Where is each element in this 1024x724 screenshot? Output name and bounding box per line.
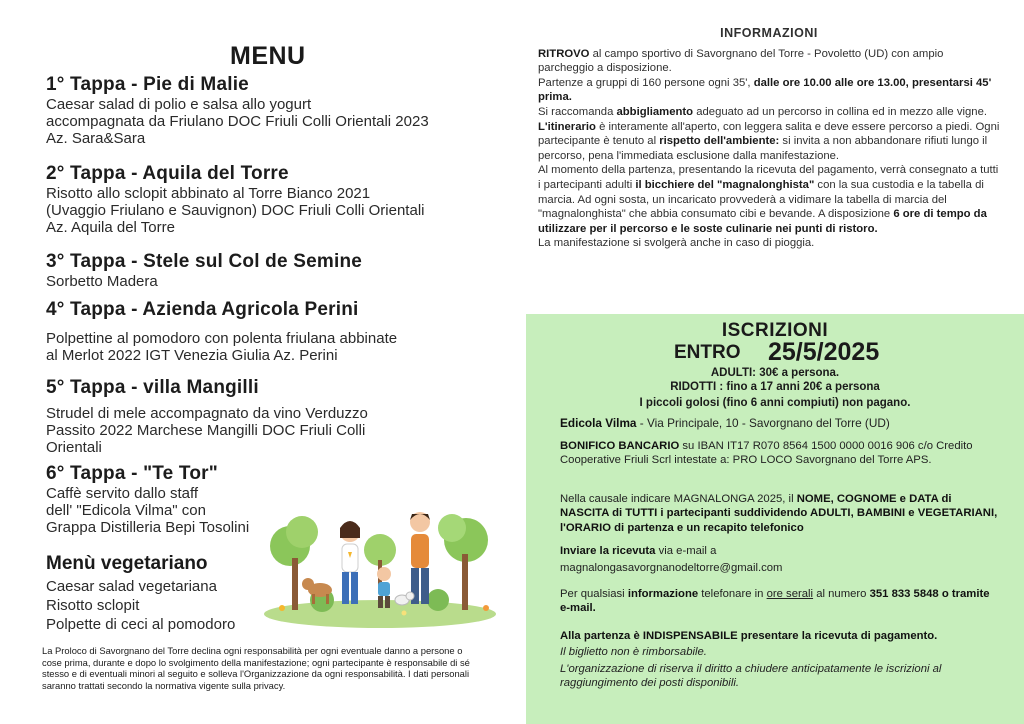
edicola-label: Edicola Vilma: [560, 416, 637, 430]
partenza-note: [560, 629, 1000, 643]
stage-line: al Merlot 2022 IGT Venezia Giulia Az. Perini: [46, 347, 338, 364]
stage-2: [46, 163, 424, 236]
vegetarian-item: Caesar salad vegetariana: [46, 578, 217, 595]
stage-title: 4° Tappa - Azienda Agricola Perini: [46, 299, 359, 320]
info-pioggia: La manifestazione si svolgerà anche in caso di pioggia.: [538, 237, 815, 250]
text: con la sua custodia e la tabella di marcia. Ad ogni sosta, un incaricato provvederà a vidimare la tabella di marcia del "magnalonghista" che abbia consumato cibi e bevande. A disposizione: [538, 178, 984, 221]
stage-title: 5° Tappa - villa Mangilli: [46, 377, 259, 398]
iscrizioni-section: [526, 314, 1024, 724]
entro-label: ENTRO: [674, 342, 741, 363]
text: L'itinerario: [538, 120, 596, 133]
text: il bicchiere del "magnalonghista": [635, 178, 815, 191]
edicola: [560, 416, 1000, 430]
stage-line: Az. Aquila del Torre: [46, 219, 175, 236]
text: ore serali: [766, 588, 814, 600]
iscrizioni-title: ISCRIZIONI: [721, 320, 829, 341]
stage-line: Strudel di mele accompagnato da vino Verduzzo: [46, 405, 368, 422]
menu-title: MENU: [230, 42, 306, 70]
text: 6 ore di tempo da utilizzare per il percorso e le soste culinarie nei punti di ristoro.: [538, 208, 987, 235]
info-partenze: [538, 76, 1000, 105]
bonifico: [560, 439, 1000, 468]
partenze-text: Partenze a gruppi di 160 persone ogni 35',: [538, 76, 754, 89]
text: abbigliamento: [616, 105, 694, 118]
ritrovo-text: al campo sportivo di Savorgnano del Torre - Povoletto (UD) con ampio parcheggio a disposizione.: [538, 47, 944, 75]
ricevuta-text: via e-mail a: [655, 545, 717, 557]
info-section: [538, 26, 1000, 251]
text: NOME, COGNOME e DATA di NASCITA di TUTTI i partecipanti suddividendo ADULTI, BAMBINI e VEGETARIANI, l'ORARIO di partenza e un recapito telefonico: [560, 493, 998, 534]
stage-line: (Uvaggio Friulano e Sauvignon) DOC Friuli Colli Orientali: [46, 202, 425, 219]
stage-line: Orientali: [46, 439, 102, 456]
stage-line: accompagnata da Friulano DOC Friuli Colli Orientali 2023: [46, 113, 429, 130]
vegetarian-list: [46, 577, 235, 634]
ricevuta-label: Inviare la ricevuta: [560, 545, 656, 557]
price-ridotti: RIDOTTI : fino a 17 anni 20€ a persona: [670, 381, 880, 393]
text: adeguato ad un percorso in collina ed in mezzo alle vigne.: [693, 105, 987, 118]
ricevuta: [560, 544, 1000, 558]
causale: [560, 492, 1000, 535]
stage-5: [46, 377, 368, 456]
stage-4: [46, 299, 397, 364]
info-partenza: [538, 163, 1000, 236]
text: telefonare in: [698, 588, 767, 600]
riserva-note: L'organizzazione di riserva il diritto a chiudere anticipatamente le iscrizioni al raggiungimento dei posti disponibili.: [560, 663, 942, 690]
stage-1: [46, 74, 429, 147]
vegetarian-item: Polpette di ceci al pomodoro: [46, 616, 236, 633]
family-walking-illustration: [262, 468, 498, 628]
text: Si raccomanda: [538, 105, 617, 118]
biglietto-note: Il biglietto non è rimborsabile.: [560, 646, 707, 658]
stage-title: 1° Tappa - Pie di Malie: [46, 74, 249, 95]
contact-info: [560, 587, 1000, 616]
text: è interamente all'aperto, con leggera salita e deve essere percorso a piedi. Ogni partecipante è tenuto al: [538, 120, 1000, 148]
text: Al momento della partenza, presentando la ricevuta del pagamento, verrà consegnato a tutti i partecipanti adulti: [538, 164, 999, 191]
edicola-text: - Via Principale, 10 - Savorgnano del Torre (UD): [636, 416, 890, 430]
vegetarian-item: Risotto sclopit: [46, 597, 140, 614]
info-ritrovo: [538, 47, 1000, 76]
text: INDISPENSABILE presentare la ricevuta di pagamento.: [642, 630, 938, 642]
text: Per qualsiasi: [560, 588, 628, 600]
stage-3: [46, 251, 362, 290]
disclaimer: La Proloco di Savorgnano del Torre declina ogni responsabilità per ogni eventuale danno a persone o cose prima, durante e dopo lo svolgimento della manifestazione; ogni partecipante è responsabile di sé stesso e di eventuali minori al seguito e solleva l'Organizzazione da ogni responsabilità. I dati personali saranno trattati secondo la normativa vigente sulla privacy.: [42, 645, 470, 691]
stage-line: Risotto allo sclopit abbinato al Torre Bianco 2021: [46, 185, 371, 202]
text: al numero: [813, 588, 870, 600]
partenze-time: dalle ore 10.00 alle ore 13.00, presentarsi 45' prima.: [538, 76, 992, 104]
deadline-date: 25/5/2025: [768, 338, 880, 366]
text: si invita a non abbandonare rifiuti lungo il percorso, pena l'immediata esclusione dalla manifestazione.: [538, 135, 988, 162]
bonifico-text: su IBAN IT17 R070 8564 1500 0000 0016 906 c/o Credito Cooperative Friuli Scrl intestate a: PRO LOCO Savorgnano del Torre APS.: [560, 440, 973, 467]
stage-line: Sorbetto Madera: [46, 273, 158, 290]
stage-line: Caffè servito dallo staff: [46, 485, 199, 502]
email-link[interactable]: magnalongasavorgnanodeltorre@gmail.com: [560, 562, 783, 574]
ritrovo-label: RITROVO: [538, 47, 590, 60]
stage-line: dell' "Edicola Vilma" con: [46, 502, 206, 519]
stage-line: Polpettine al pomodoro con polenta friulana abbinate: [46, 330, 398, 347]
text: rispetto dell'ambiente:: [659, 135, 780, 148]
stage-title: 2° Tappa - Aquila del Torre: [46, 163, 289, 184]
bonifico-label: BONIFICO BANCARIO: [560, 440, 680, 452]
price-golosi: I piccoli golosi (fino 6 anni compiuti) non pagano.: [639, 397, 911, 409]
stage-line: Az. Sara&Sara: [46, 130, 146, 147]
stage-line: Grappa Distilleria Bepi Tosolini: [46, 519, 250, 536]
info-title: INFORMAZIONI: [720, 26, 818, 40]
stage-6: [46, 463, 249, 536]
text: Nella causale indicare MAGNALONGA 2025, il: [560, 493, 797, 505]
phone-number: 351 833 5848 o tramite e-mail.: [560, 588, 990, 615]
info-abbigliamento: [538, 105, 1000, 163]
stage-line: Passito 2022 Marchese Mangilli DOC Friuli Colli: [46, 422, 366, 439]
stage-title: 3° Tappa - Stele sul Col de Semine: [46, 251, 363, 272]
vegetarian-title: Menù vegetariano: [46, 553, 208, 574]
price-adulti: ADULTI: 30€ a persona.: [710, 367, 840, 379]
text: Alla partenza è: [560, 630, 643, 642]
text: informazione: [627, 588, 699, 600]
stage-line: Caesar salad di polio e salsa allo yogurt: [46, 96, 312, 113]
stage-title: 6° Tappa - "Te Tor": [46, 463, 218, 484]
